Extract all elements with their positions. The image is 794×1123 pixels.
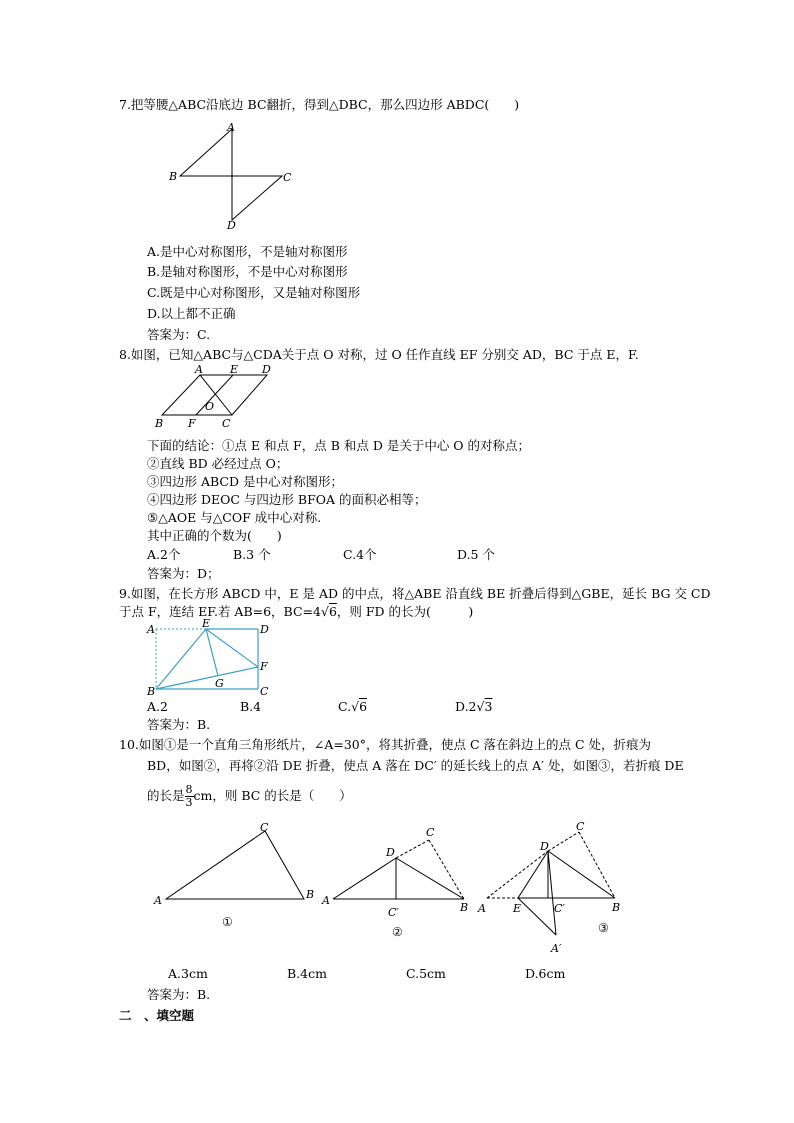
q10-fig3-label-e: E (513, 902, 522, 915)
q9-label-e: E (202, 617, 211, 630)
q10-option-a: A.3cm (168, 966, 208, 981)
q10-fig2-label-b: B (460, 901, 469, 914)
q10-fig3-label-a: A (478, 902, 486, 915)
q8-parallelogram-diagram (150, 362, 280, 432)
q10-figure-3 (474, 818, 634, 958)
q10-fig2-label-c-prime: C′ (388, 906, 399, 919)
q7-answer: 答案为：C. (147, 327, 211, 342)
q7-label-c: C (283, 171, 292, 184)
q9-option-c-prefix: C. (338, 699, 352, 714)
q9-option-a: A.2 (147, 699, 168, 714)
q8-label-o: O (205, 400, 215, 413)
q9-sqrt-radicand: 6 (328, 604, 337, 619)
q10-option-d: D.6cm (525, 966, 566, 981)
q10-fig1-label-a: A (154, 894, 162, 907)
q9-label-g: G (215, 677, 224, 690)
q10-fraction (185, 784, 194, 809)
q10-option-c: C.5cm (406, 966, 446, 981)
q10-fig2-label-a: A (322, 894, 330, 907)
q9-label-f: F (260, 660, 268, 673)
q8-conclusion-5: ⑤△AOE 与△COF 成中心对称. (147, 510, 322, 525)
q10-fig1-label-b: B (306, 888, 315, 901)
q9-rectangle-diagram (145, 618, 275, 698)
section-title-fill-in: 二 、填空题 (119, 1008, 195, 1023)
q10-figure-1 (150, 818, 325, 938)
q7-label-d: D (227, 219, 236, 232)
q7-stem: 7.把等腰△ABC沿底边 BC翻折，得到△DBC，那么四边形 ABDC( ) (119, 97, 520, 112)
q10-fig2-circle-number: ② (392, 925, 403, 939)
q8-conclusion-1: 下面的结论：①点 E 和点 F，点 B 和点 D 是关于中心 O 的对称点； (147, 438, 531, 453)
q8-question: 其中正确的个数为( ) (147, 528, 282, 543)
q8-option-a: A.2个 (147, 547, 181, 562)
q10-fig3-label-c: C (576, 820, 585, 833)
q9-option-d-radicand: 3 (484, 699, 493, 714)
q8-option-d: D.5 个 (457, 547, 495, 562)
q9-label-d: D (260, 623, 269, 636)
q9-option-b: B.4 (240, 699, 262, 714)
q7-label-a: A (227, 121, 235, 134)
q8-option-c: C.4个 (343, 547, 377, 562)
q8-conclusion-4: ④四边形 DEOC 与四边形 BFOA 的面积必相等； (147, 492, 427, 507)
q10-stem-line3-b: cm，则 BC 的长是（ ） (193, 788, 352, 803)
q8-label-c: C (222, 417, 231, 430)
q10-fig2-label-c: C (426, 826, 435, 839)
q9-label-b: B (147, 685, 156, 698)
q8-label-f: F (188, 417, 196, 430)
q10-fig1-circle-number: ① (222, 915, 233, 929)
q10-frac-den: 3 (185, 796, 193, 809)
q10-option-b: B.4cm (287, 966, 327, 981)
q10-fig3-circle-number: ③ (598, 921, 609, 935)
q9-option-c: C.√6 (338, 699, 368, 714)
q8-answer: 答案为：D； (147, 566, 220, 581)
q9-label-c: C (260, 685, 269, 698)
q10-fig2-label-d: D (386, 846, 395, 859)
q10-stem-line1: 10.如图①是一个直角三角形纸片，∠A=30°，将其折叠，使点 C 落在斜边上的点 C 处，折痕为 (119, 737, 652, 752)
q9-label-a: A (147, 623, 155, 636)
q7-option-b: B.是轴对称图形，不是中心对称图形 (147, 264, 348, 279)
q10-fig1-label-c: C (260, 821, 269, 834)
q10-fig3-label-c-prime: C′ (554, 902, 565, 915)
q8-label-b: B (155, 417, 164, 430)
q7-option-d: D.以上都不正确 (147, 306, 236, 321)
q9-stem-line1: 9.如图，在长方形 ABCD 中，E 是 AD 的中点，将△ABE 沿直线 BE 折叠后得到△GBE，延长 BG 交 CD (119, 586, 711, 601)
q10-stem-line3-a: 的长是 (147, 788, 185, 803)
q8-option-b: B.3 个 (233, 547, 271, 562)
q9-stem-line2-a: 于点 F，连结 EF.若 AB=6，BC=4 (119, 604, 321, 619)
q9-option-c-radicand: 6 (359, 699, 368, 714)
q8-stem: 8.如图，已知△ABC与△CDA关于点 O 对称，过 O 任作直线 EF 分别交 AD，BC 于点 E，F. (119, 347, 639, 362)
q8-label-d: D (262, 363, 271, 376)
q9-stem-line2-b: ，则 FD 的长为( ) (336, 604, 474, 619)
q8-conclusion-2: ②直线 BD 必经过点 O； (147, 456, 289, 471)
q8-conclusion-3: ③四边形 ABCD 是中心对称图形； (147, 474, 343, 489)
q9-option-d: D.2√3 (455, 699, 493, 714)
q7-option-a: A.是中心对称图形，不是轴对称图形 (147, 244, 348, 259)
q7-label-b: B (169, 170, 178, 183)
q10-fig3-label-b: B (612, 901, 621, 914)
q10-figure-2 (318, 818, 478, 943)
q9-sqrt: √6 (320, 604, 337, 619)
q10-fig3-label-a-prime: A′ (551, 942, 562, 955)
q7-option-c: C.既是中心对称图形，又是轴对称图形 (147, 285, 361, 300)
q9-option-d-prefix: D.2 (455, 699, 477, 714)
q10-answer: 答案为：B. (147, 987, 211, 1002)
q10-frac-num: 8 (185, 783, 193, 796)
q10-stem-line2: BD，如图②，再将②沿 DE 折叠，使点 A 落在 DC′ 的延长线上的点 A′ 处，如图③，若折痕 DE (147, 758, 684, 773)
q9-answer: 答案为：B. (147, 717, 211, 732)
q10-fig3-label-d: D (540, 840, 549, 853)
q10-stem-line3 (147, 783, 352, 809)
q8-label-e: E (230, 363, 239, 376)
q7-rhombus-diagram (165, 120, 295, 235)
q8-label-a: A (195, 363, 203, 376)
